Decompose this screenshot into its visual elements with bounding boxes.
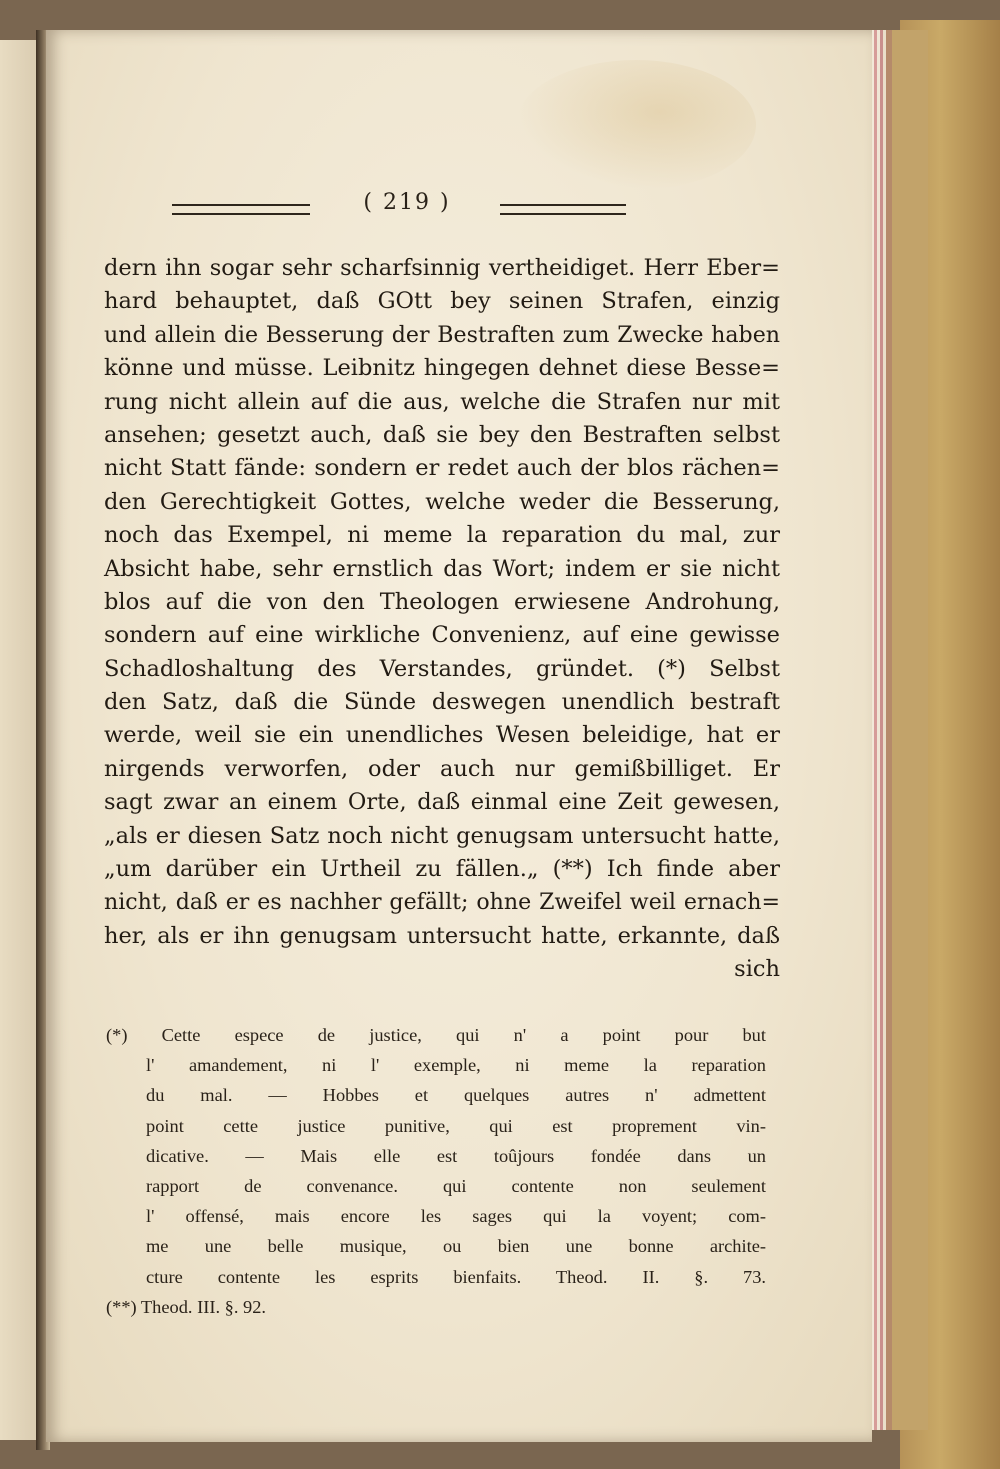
text-line: Absicht habe, sehr ernstlich das Wort; indem er sie nicht <box>104 555 780 582</box>
footnote-reference: (**) Theod. III. §. 92. <box>106 1296 267 1317</box>
text-line: sagt zwar an einem Orte, daß einmal eine Zeit gewesen, <box>104 789 780 816</box>
footnote-line: l' offensé, mais encore les sages qui la voyent; com- <box>146 1206 766 1227</box>
text-line: nirgends verworfen, oder auch nur gemißbilliget. Er <box>104 755 780 782</box>
footnote-line: cture contente les esprits bienfaits. Theod. II. §. 73. <box>146 1266 766 1287</box>
text-line: Schadloshaltung des Verstandes, gründet. (*) Selbst <box>104 655 780 682</box>
text-line: „um darüber ein Urtheil zu fällen.„ (**) Ich finde aber <box>104 856 780 883</box>
main-text <box>104 252 780 987</box>
text-line: den Satz, daß die Sünde deswegen unendlich bestraft <box>104 689 780 716</box>
catchword: sich <box>734 956 780 983</box>
text-line: rung nicht allein auf die aus, welche die Strafen nur mit <box>104 388 780 415</box>
footnote-line: (*) Cette espece de justice, qui n' a point pour but <box>106 1025 766 1045</box>
footnote-line: me une belle musique, ou bien une bonne archite- <box>146 1236 766 1257</box>
text-line: und allein die Besserung der Bestraften zum Zwecke haben <box>104 321 780 348</box>
footnote-line: rapport de convenance. qui contente non seulement <box>146 1175 766 1196</box>
page-edges <box>868 30 928 1430</box>
text-line: sondern auf eine wirkliche Convenienz, auf eine gewisse <box>104 622 780 649</box>
header-rule-right <box>500 204 626 215</box>
text-line: könne und müsse. Leibnitz hingegen dehnet diese Besse= <box>104 355 780 382</box>
text-line: her, als er ihn genugsam untersucht hatte, erkannte, daß <box>104 922 780 949</box>
footnote-line: du mal. — Hobbes et quelques autres n' admettent <box>146 1085 766 1106</box>
text-line: den Gerechtigkeit Gottes, welche weder die Besserung, <box>104 488 780 515</box>
book-page <box>46 30 872 1442</box>
footnotes <box>106 1020 766 1322</box>
text-line: noch das Exempel, ni meme la reparation du mal, zur <box>104 522 780 549</box>
text-line: werde, weil sie ein unendliches Wesen beleidige, hat er <box>104 722 780 749</box>
footnote-line: point cette justice punitive, qui est proprement vin- <box>146 1115 766 1136</box>
footnote-line: dicative. — Mais elle est toûjours fondée dans un <box>146 1145 766 1166</box>
text-line: ansehen; gesetzt auch, daß sie bey den Bestraften selbst <box>104 421 780 448</box>
page-number: ( 219 ) <box>363 190 451 215</box>
text-line: blos auf die von den Theologen erwiesene Androhung, <box>104 588 780 615</box>
text-line: nicht Statt fände: sondern er redet auch der blos rächen= <box>104 455 780 482</box>
page-header <box>46 190 872 220</box>
text-line: nicht, daß er es nachher gefällt; ohne Zweifel weil ernach= <box>104 889 780 916</box>
footnote-line: l' amandement, ni l' exemple, ni meme la reparation <box>146 1055 766 1076</box>
header-rule-left <box>172 204 310 215</box>
text-line: dern ihn sogar sehr scharfsinnig vertheidiget. Herr Eber= <box>104 255 780 281</box>
water-stain <box>516 60 756 190</box>
text-line: hard behauptet, daß GOtt bey seinen Strafen, einzig <box>104 288 780 315</box>
text-line: „als er diesen Satz noch nicht genugsam untersucht hatte, <box>104 822 780 849</box>
